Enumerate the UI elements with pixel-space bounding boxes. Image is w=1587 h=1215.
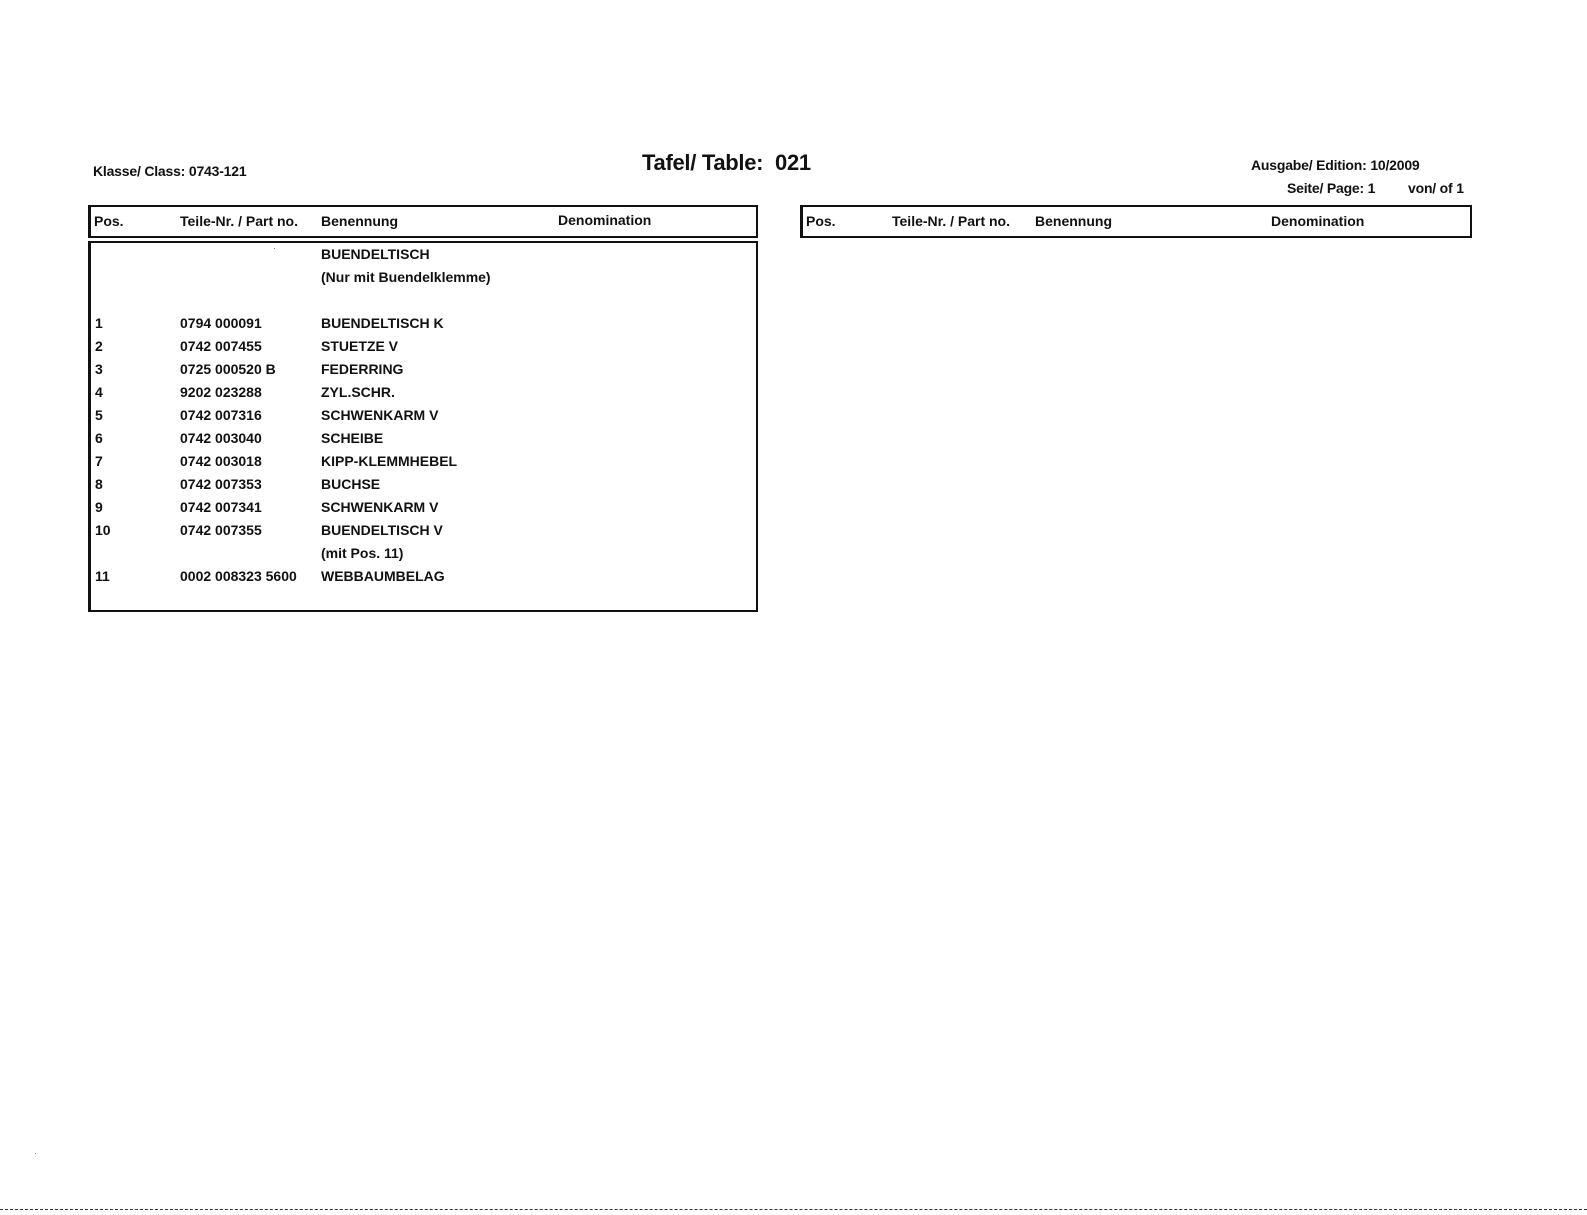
row-name: STUETZE V xyxy=(321,338,399,354)
page-label: Seite/ Page: xyxy=(1287,180,1364,196)
page-value: 1 xyxy=(1367,180,1376,196)
class-label-text: Klasse/ Class: xyxy=(93,163,186,179)
parts-list-body xyxy=(88,241,758,612)
row-name: SCHWENKARM V xyxy=(321,499,439,515)
class-label xyxy=(93,163,246,179)
of-label: von/ of xyxy=(1408,180,1453,196)
scan-speck xyxy=(35,1153,36,1154)
title-value: 021 xyxy=(775,150,811,175)
row-pos: 10 xyxy=(95,522,111,538)
row-name: SCHEIBE xyxy=(321,430,384,446)
table-row xyxy=(91,292,756,315)
row-pos: 9 xyxy=(95,499,103,515)
row-part-no: 0725 000520 B xyxy=(180,361,276,377)
row-pos: 3 xyxy=(95,361,103,377)
table-row xyxy=(91,476,756,499)
scan-edge-dashes xyxy=(0,1209,1587,1210)
row-part-no: 0742 007455 xyxy=(180,338,262,354)
page-of-info xyxy=(1408,180,1464,196)
row-name: ZYL.SCHR. xyxy=(321,384,395,400)
table-row xyxy=(91,315,756,338)
table-row xyxy=(91,499,756,522)
of-value: 1 xyxy=(1456,180,1464,196)
row-name: KIPP-KLEMMHEBEL xyxy=(321,453,458,469)
table-row xyxy=(91,453,756,476)
row-part-no: 0742 007355 xyxy=(180,522,262,538)
row-name: BUENDELTISCH V xyxy=(321,522,443,538)
row-name: BUENDELTISCH K xyxy=(321,315,444,331)
row-pos: 2 xyxy=(95,338,103,354)
page-title xyxy=(642,150,811,176)
table-row xyxy=(91,522,756,545)
table-row xyxy=(91,338,756,361)
col-part-no-right: Teile-Nr. / Part no. xyxy=(892,213,1010,229)
row-pos: 8 xyxy=(95,476,103,492)
edition-info xyxy=(1251,157,1420,173)
row-pos: 7 xyxy=(95,453,103,469)
table-row xyxy=(91,545,756,568)
row-name: (Nur mit Buendelklemme) xyxy=(321,269,491,285)
table-row xyxy=(91,430,756,453)
table-row xyxy=(91,361,756,384)
scan-speck xyxy=(274,248,275,249)
row-name: (mit Pos. 11) xyxy=(321,545,404,561)
col-pos-right: Pos. xyxy=(806,213,836,229)
table-row xyxy=(91,269,756,292)
edition-label: Ausgabe/ Edition: xyxy=(1251,157,1367,173)
row-name: BUENDELTISCH xyxy=(321,246,430,262)
title-label: Tafel/ Table: xyxy=(642,150,764,175)
row-part-no: 0794 000091 xyxy=(180,315,262,331)
row-part-no: 0002 008323 5600 xyxy=(180,568,297,584)
row-part-no: 0742 003040 xyxy=(180,430,262,446)
row-pos: 1 xyxy=(95,315,103,331)
row-name: BUCHSE xyxy=(321,476,381,492)
table-row xyxy=(91,568,756,591)
row-part-no: 0742 003018 xyxy=(180,453,262,469)
table-row xyxy=(91,384,756,407)
table-row xyxy=(91,407,756,430)
row-pos: 6 xyxy=(95,430,103,446)
col-denomination-right: Denomination xyxy=(1271,213,1365,229)
page-info xyxy=(1287,180,1375,196)
row-part-no: 0742 007316 xyxy=(180,407,262,423)
table-row xyxy=(91,246,756,269)
edition-value: 10/2009 xyxy=(1370,157,1420,173)
row-pos: 11 xyxy=(95,568,110,584)
row-pos: 5 xyxy=(95,407,103,423)
class-value: 0743-121 xyxy=(188,163,247,179)
row-pos: 4 xyxy=(95,384,103,400)
right-column-header xyxy=(800,205,1472,238)
row-part-no: 0742 007341 xyxy=(180,499,262,515)
col-benennung: Benennung xyxy=(321,213,398,229)
col-benennung-right: Benennung xyxy=(1035,213,1112,229)
row-part-no: 0742 007353 xyxy=(180,476,262,492)
left-column-header xyxy=(88,205,758,238)
col-part-no: Teile-Nr. / Part no. xyxy=(180,213,298,229)
row-name: SCHWENKARM V xyxy=(321,407,439,423)
row-part-no: 9202 023288 xyxy=(180,384,262,400)
row-name: WEBBAUMBELAG xyxy=(321,568,445,584)
col-pos: Pos. xyxy=(94,213,124,229)
row-name: FEDERRING xyxy=(321,361,404,377)
col-denomination: Denomination xyxy=(558,212,652,228)
